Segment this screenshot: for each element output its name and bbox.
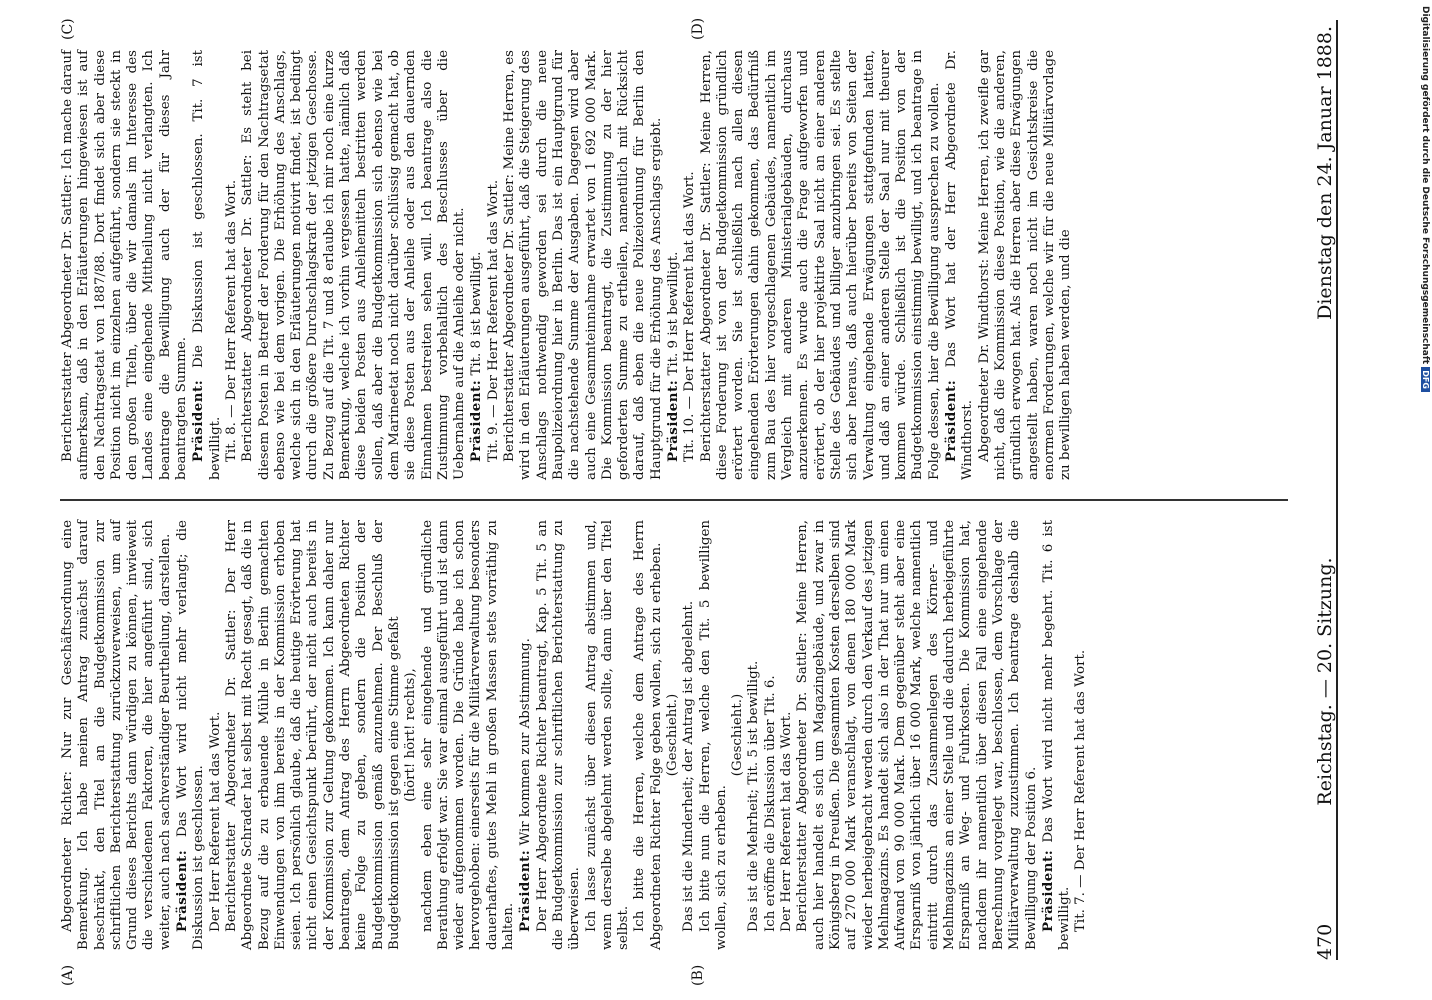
- paragraph: [763, 520, 779, 950]
- paragraph: [240, 50, 468, 480]
- paragraph-text: Berichterstatter Abgeordneter Dr. Sattler: Meine Herren, diese Forderung ist von der Budgetkommission gründlich erörtert worden. Sie ist schließlich nach allen diesen eingehenden Erörterungen dahin gekommen, das Bedürfniß zum Bau des hier vorgeschlagenen Gebäudes, namentlich im Vergleich mit anderen Ministerialgebäuden, durchaus anzuerkennen. Es wurde auch die Frage aufgeworfen und erörtert, ob der hier projektirte Saal nicht an einer anderen Stelle des Gebäudes und billiger anzubringen sei. Es stellte sich aber heraus, daß auch hierüber bereits von Seiten der Verwaltung eingehende Erwägungen stattgefunden hatten, und daß an einer anderen Stelle der Saal nur mit theurer kommen würde. Schließlich ist die Position von der Budgetkommission einstimmig bewilligt, und ich beantrage in Folge dessen, hier die Bewilligung aussprechen zu wollen.: [698, 50, 942, 480]
- paragraph: [486, 50, 502, 480]
- paragraph-text: Der Herr Abgeordnete Richter beantragt, Kap. 5 Tit. 5 an die Budgetkommission zur schriftlichen Berichterstattung zu überweisen.: [534, 520, 583, 950]
- paragraph-text: Die Diskussion ist geschlossen. Tit. 7 ist bewilligt.: [191, 50, 223, 480]
- footer-credit-text: Digitalisierung gefördert durch die Deutsche Forschungsgemeinschaft: [1420, 6, 1430, 365]
- speaker-label: Präsident:: [174, 849, 191, 932]
- paragraph-text: Abgeordneter Richter: Nur zur Geschäftsordnung eine Bemerkung. Ich habe meinen Antrag zunächst darauf beschränkt, den Titel an die Budgetkommission zur schriftlichen Berichterstattung zurückzuverweisen, um auf Grund dieses Berichts dann würdigen zu können, inwieweit die verschiedenen Faktoren, die hier angeführt sind, sich weiter, auch nach sachverständiger Beurtheilung, darstellen.: [60, 520, 173, 950]
- speaker-label: Präsident:: [190, 379, 207, 462]
- page-header: [1296, 20, 1338, 960]
- paragraph-text: (hört! hört! rechts),: [403, 668, 419, 802]
- paragraph: [420, 520, 518, 950]
- paragraph: [699, 50, 943, 480]
- paragraph-text: Ich bitte nun die Herren, welche den Tit. 5 bewilligen wollen, sich zu erheben.: [697, 520, 729, 950]
- paragraph: [746, 520, 762, 950]
- paragraph: [977, 50, 1075, 480]
- speaker-label: Präsident:: [468, 379, 485, 462]
- column-divider: [60, 500, 1288, 502]
- paragraph: [468, 50, 485, 480]
- paragraph-text: Der Herr Referent hat das Wort.: [779, 711, 795, 932]
- paragraph-text: Berichterstatter Abgeordneter Dr. Sattler: Der Herr Abgeordnete Schrader hat selbst mit Recht gesagt, daß die in Bezug auf die zu erbauende Mühle in Berlin gemachten Einwendungen von ihm bereits in der Kommission erhoben seien. Ich persönlich glaube, daß die heutige Erörterung hat nicht einen Gesichtspunkt berührt, der nicht auch bereits in der Kommission zur Geltung gekommen. Ich kann daher nur beantragen, dem Antrag des Herrn Abgeordneten Richter keine Folge zu geben, sondern die Position der Budgetkommission gemäß anzunehmen. Der Beschluß der Budgetkommission ist gegen eine Stimme gefaßt: [223, 520, 402, 950]
- paragraph-text: Das ist die Minderheit; der Antrag ist abgelehnt.: [681, 600, 697, 932]
- margin-mark-d: (D): [690, 17, 706, 40]
- paragraph-text: Tit. 8 ist bewilligt.: [469, 251, 485, 376]
- paragraph: [1073, 520, 1089, 950]
- paragraph-text: Berichterstatter Abgeordneter Dr. Sattler: Ich mache darauf aufmerksam, daß in den Erläuterungen hingewiesen ist auf den Nachtragsetat von 1887/88. Dort findet sich aber diese Position nicht im einzelnen aufgeführt, sondern sie steckt in den großen Titeln, über die wir damals im Interesse des Landes eine eingehende Mittheilung nicht verlangten. Ich beantrage die Bewilligung auch der für dieses Jahr beantragten Summe.: [60, 50, 190, 480]
- paragraph-text: Tit. 9 ist bewilligt.: [665, 251, 681, 376]
- paragraph: [174, 520, 208, 950]
- left-running-title: Reichstag. — 20. Sitzung.: [1314, 557, 1336, 806]
- paragraph: [795, 520, 1039, 950]
- right-running-title: Dienstag den 24. Januar 1888.: [1314, 26, 1336, 320]
- paragraph: [224, 50, 240, 480]
- paragraph-text: Das ist die Mehrheit; Tit. 5 ist bewilligt.: [746, 660, 762, 932]
- paragraph: [60, 50, 190, 480]
- paragraph: [682, 50, 698, 480]
- paragraph: [190, 50, 224, 480]
- paragraph: [665, 50, 682, 480]
- paragraph-text: (Geschieht.): [664, 693, 680, 777]
- speaker-label: Präsident:: [1039, 849, 1056, 932]
- paragraph: [779, 520, 795, 950]
- footer-credit: [1416, 6, 1430, 696]
- paragraph-text: Ich eröffne die Diskussion über Tit. 6.: [762, 675, 778, 932]
- paragraph-text: Das Wort hat der Herr Abgeordnete Dr. Windthorst.: [944, 50, 976, 480]
- paragraph-text: Berichterstatter Abgeordneter Dr. Sattler: Meine Herren, es wird in den Erläuterungen ausgeführt, daß die Steigerung des Anschlags nothwendig geworden sei durch die neue Baupolizeiordnung hier in Berlin. Das ist ein Hauptgrund für die nachstehende Summe der Ausgaben. Dagegen wird aber auch eine Gesammteinnahme erwartet von 1 692 000 Mark. Die Kommission beantragt, die Zustimmung zu der hier geforderten Summe zu ertheilen, namentlich mit Rücksicht darauf, daß eben die neue Polizeiordnung für Berlin den Hauptgrund für die Erhöhung des Anschlags ergiebt.: [502, 50, 664, 480]
- paragraph-text: Ich bitte die Herren, welche dem Antrage des Herrn Abgeordneten Richter Folge geben wollen, sich zu erheben.: [632, 520, 664, 950]
- paragraph: [535, 520, 584, 950]
- paragraph: [698, 520, 731, 950]
- paragraph-text: Der Herr Referent hat das Wort.: [207, 711, 223, 932]
- paragraph: [208, 520, 224, 950]
- margin-mark-b: (B): [690, 964, 706, 986]
- paragraph-text: (Geschieht.): [730, 693, 746, 777]
- paragraph-text: Ich lasse zunächst über diesen Antrag abstimmen und, wenn derselbe abgelehnt werden sollte, dann über den Titel selbst.: [583, 520, 632, 950]
- paragraph: [632, 520, 665, 950]
- paragraph: [584, 520, 633, 950]
- left-text-column: [60, 520, 1285, 950]
- page-number: 470: [1314, 923, 1336, 960]
- paragraph-text: Wir kommen zur Abstimmung.: [518, 638, 534, 846]
- paragraph-text: Tit. 8. — Der Herr Referent hat das Wort.: [223, 179, 239, 462]
- margin-mark-a: (A): [60, 964, 76, 986]
- paragraph-text: Das Wort wird nicht mehr verlangt; die Diskussion ist geschlossen.: [175, 520, 207, 950]
- paragraph: [60, 520, 174, 950]
- speaker-label: Präsident:: [664, 379, 681, 462]
- paragraph-text: Abgeordneter Dr. Windthorst: Meine Herren, ich zweifle gar nicht, daß die Kommission diese Position, wie die anderen, gründlich erwogen hat. Als die Herren aber diese Erwägungen angestellt haben, waren noch nicht im Gesichtskreise die enormen Forderungen, welche wir für die neue Militärvorlage zu bewilligen haben werden, und die: [976, 50, 1074, 480]
- speaker-label: Präsident:: [943, 379, 960, 462]
- paragraph: [665, 520, 681, 950]
- paragraph: [517, 520, 534, 950]
- paragraph: [224, 520, 403, 950]
- paragraph-text: Berichterstatter Abgeordneter Dr. Sattler: Es steht bei diesem Posten in Betreff der Forderung für den Nachtragsetat ebenso wie bei dem vorigen. Die Erhöhung des Anschlags, welche sich in den Erläuterungen motivirt findet, ist bedingt durch die größere Durchschlagskraft der jetzigen Geschosse. Zu Bezug auf die Tit. 7 und 8 erlaube ich mir noch eine kurze Bemerkung, welche ich vorhin vergessen hatte, nämlich daß diese beiden Posten aus Anleihemitteln bestritten werden sollen, daß aber die Budgetkommission sich ebenso wie bei dem Marineetat noch nicht darüber schlüssig gemacht hat, ob sie diese Posten aus der Anleihe oder aus den dauernden Einnahmen bestreiten sehen will. Ich beantrage also die Zustimmung vorbehaltlich des Beschlusses über die Uebernahme auf die Anleihe oder nicht.: [240, 50, 468, 480]
- paragraph-text: Das Wort wird nicht mehr begehrt. Tit. 6 ist bewilligt.: [1040, 520, 1073, 950]
- dfg-logo: DFG: [1421, 367, 1430, 392]
- paragraph: [943, 50, 977, 480]
- margin-mark-c: (C): [60, 18, 76, 40]
- paragraph-text: Tit. 7. — Der Herr Referent hat das Wort.: [1073, 649, 1089, 932]
- paragraph: [403, 520, 419, 950]
- paragraph: [681, 520, 697, 950]
- paragraph-text: Berichterstatter Abgeordneter Dr. Sattler: Meine Herren, auch hier handelt es sich um Magazingebäude, und zwar in Königsberg in Preußen. Die gesammten Kosten derselben sind auf 270 000 Mark veranschlagt, von denen 180 000 Mark wieder herbeigebracht werden durch den Verkauf des jetzigen Mehlmagazins. Es handelt sich also in der That nur um einen Aufwand von 90 000 Mark. Dem gegenüber steht aber eine Ersparniß von jährlich über 16 000 Mark, welche namentlich eintritt durch das Zusammenlegen des Körner- und Mehlmagazins an einer Stelle und die dadurch herbeigeführte Ersparniß an Weg- und Fuhrkosten. Die Kommission hat, nachdem ihr namentlich über diesen Fall eine eingehende Berechnung vorgelegt war, beschlossen, dem Vorschlage der Militärverwaltung zuzustimmen. Ich beantrage deshalb die Bewilligung der Position 6.: [795, 520, 1039, 950]
- right-text-column: [60, 50, 1285, 480]
- speaker-label: Präsident:: [517, 849, 534, 932]
- paragraph-text: Tit. 10. — Der Herr Referent hat das Wort.: [682, 171, 698, 462]
- paragraph-text: Tit. 9. — Der Herr Referent hat das Wort.: [485, 179, 501, 462]
- paragraph: [730, 520, 746, 950]
- paragraph-text: nachdem eben eine sehr eingehende und gründliche Berathung erfolgt war. Sie war einmal ausgeführt und ist dann wieder aufgenommen worden. Die Gründe habe ich schon hervorgehoben: einerseits für die Militärverwaltung besonders dauerhaftes, gutes Mehl in großen Massen stets vorräthig zu halten.: [419, 520, 517, 950]
- paragraph: [1040, 520, 1074, 950]
- paragraph: [502, 50, 665, 480]
